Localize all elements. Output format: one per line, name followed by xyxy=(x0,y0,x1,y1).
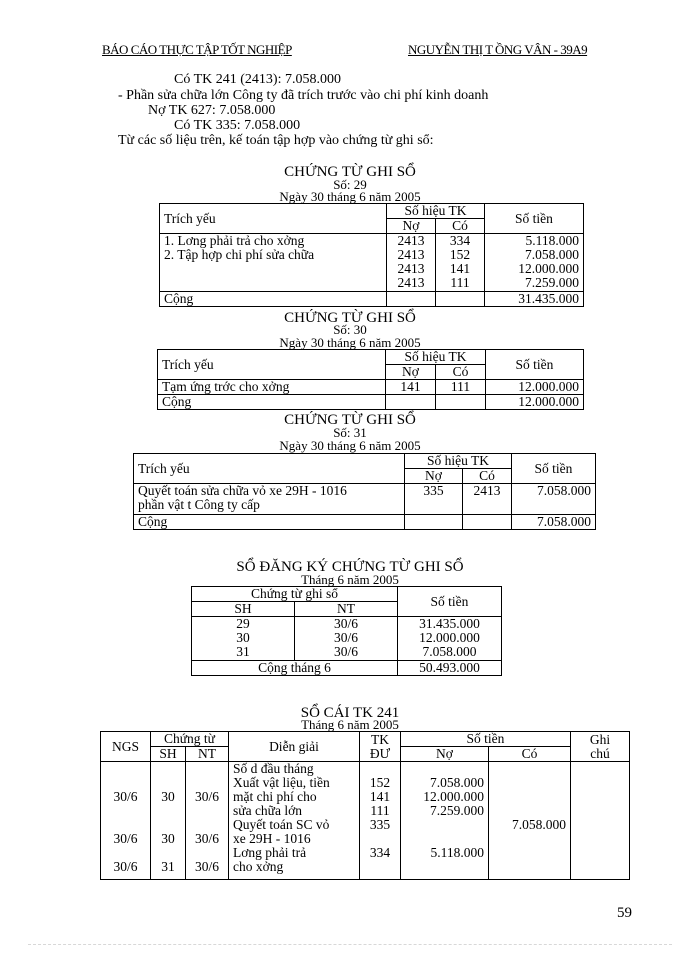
col-header-no: Nợ xyxy=(387,219,436,234)
voucher-31-date: Ngày 30 tháng 6 năm 2005 xyxy=(279,438,421,453)
voucher-29-number: Số: 29 xyxy=(333,177,367,192)
col-header-co: Có xyxy=(436,365,486,380)
ngs-value: 30/6 xyxy=(113,789,138,804)
description-line: xe 29H - 1016 xyxy=(233,831,311,846)
col-header-so-hieu: Số hiệu TK xyxy=(386,350,486,365)
sh-cell xyxy=(192,617,295,661)
tk-value: 334 xyxy=(369,845,391,860)
amount-value: 7.058.000 xyxy=(525,247,579,262)
nt-cell xyxy=(295,617,398,661)
sh-value: 31 xyxy=(161,859,175,874)
col-header-tk-du xyxy=(360,732,401,762)
register-period: Tháng 6 năm 2005 xyxy=(301,572,399,587)
intro-line: Nợ TK 627: 7.058.000 xyxy=(148,103,276,118)
description-line: Quyết toán SC vỏ xyxy=(233,817,330,832)
col-header-nt: NT xyxy=(295,602,398,617)
col-header-ghi-chu xyxy=(571,732,630,762)
table-row xyxy=(158,380,584,395)
no-value: 2413 xyxy=(397,275,425,290)
ghi-label: Ghi xyxy=(589,731,611,747)
co-value: 111 xyxy=(450,275,470,290)
description-line: sửa chữa lớn xyxy=(233,803,303,818)
voucher-30-date: Ngày 30 tháng 6 năm 2005 xyxy=(279,335,421,350)
amount-value: 5.118.000 xyxy=(525,233,579,248)
total-amount: 7.058.000 xyxy=(512,515,596,530)
nt-cell xyxy=(186,762,229,880)
register-title: SỔ ĐĂNG KÝ CHỨNG TỪ GHI SỔ xyxy=(236,559,464,575)
no-amount-cell xyxy=(401,762,489,880)
total-row xyxy=(160,292,584,307)
no-value: 2413 xyxy=(397,261,425,276)
ngs-cell xyxy=(101,762,151,880)
voucher-30-number: Số: 30 xyxy=(333,322,367,337)
nt-value: 30/6 xyxy=(333,616,358,631)
col-header-dien-giai: Diễn giải xyxy=(229,732,360,762)
row-description: Tạm ứng trớc cho xởng xyxy=(158,380,386,395)
description-line: Xuất vật liệu, tiền xyxy=(233,775,330,790)
description-cell xyxy=(229,762,360,880)
co-amount-cell xyxy=(489,762,571,880)
col-header-no: Nợ xyxy=(401,747,489,762)
du-label: ĐƯ xyxy=(369,745,391,761)
col-header-co: Có xyxy=(436,219,485,234)
row-description xyxy=(134,484,405,515)
col-header-trich-yeu: Trích yếu xyxy=(160,204,387,234)
ledger-title: SỔ CÁI TK 241 xyxy=(300,705,400,721)
table-row xyxy=(160,234,584,292)
total-amount: 50.493.000 xyxy=(398,661,502,676)
voucher-29-date: Ngày 30 tháng 6 năm 2005 xyxy=(279,189,421,204)
description-line: 2. Tập hợp chi phí sửa chữa xyxy=(164,247,315,262)
page-number: 59 xyxy=(617,905,632,921)
no-value: 2413 xyxy=(397,247,425,262)
total-row xyxy=(158,395,584,410)
sh-value: 30 xyxy=(161,789,175,804)
amount-value: 12.000.000 xyxy=(486,380,584,395)
no-value: 335 xyxy=(405,484,463,515)
description-line: 1. Lơng phải trả cho xởng xyxy=(164,233,305,248)
report-header-left: BÁO CÁO THỰC TẬP TỐT NGHIỆP xyxy=(102,42,292,57)
table-row xyxy=(192,617,502,661)
col-header-trich-yeu: Trích yếu xyxy=(158,350,386,380)
col-header-ngs: NGS xyxy=(101,732,151,762)
voucher-29-table xyxy=(159,203,584,307)
col-header-chung-tu: Chứng từ xyxy=(151,732,229,747)
no-value: 2413 xyxy=(397,233,425,248)
voucher-30-title: CHỨNG TỪ GHI SỔ xyxy=(284,310,416,326)
description-line: Lơng phải trả xyxy=(233,845,307,860)
nt-value: 30/6 xyxy=(194,831,219,846)
sh-value: 30 xyxy=(236,630,250,645)
no-amount: 12.000.000 xyxy=(423,789,484,804)
amount-cell xyxy=(485,234,584,292)
co-value: 111 xyxy=(436,380,486,395)
col-header-sh: SH xyxy=(192,602,295,617)
nt-value: 30/6 xyxy=(333,630,358,645)
ledger-period: Tháng 6 năm 2005 xyxy=(301,717,399,732)
col-header-trich-yeu: Trích yếu xyxy=(134,454,405,484)
co-amount: 7.058.000 xyxy=(512,817,566,832)
total-label: Cộng xyxy=(160,292,387,307)
voucher-31-table xyxy=(133,453,596,530)
amount-cell xyxy=(398,617,502,661)
table-row xyxy=(101,762,630,880)
sh-cell xyxy=(151,762,186,880)
col-header-so-hieu: Số hiệu TK xyxy=(387,204,485,219)
col-header-sh: SH xyxy=(151,747,186,762)
description-line: cho xởng xyxy=(233,859,284,874)
col-header-chung-tu: Chứng từ ghi sổ xyxy=(192,587,398,602)
col-header-no: Nợ xyxy=(386,365,436,380)
nt-value: 30/6 xyxy=(194,859,219,874)
voucher-29-title: CHỨNG TỪ GHI SỔ xyxy=(284,164,416,180)
chu-label: chú xyxy=(590,745,610,761)
total-amount: 12.000.000 xyxy=(486,395,584,410)
nt-value: 30/6 xyxy=(194,789,219,804)
amount-value: 7.058.000 xyxy=(512,484,596,515)
ledger-table xyxy=(100,731,630,880)
amount-value: 31.435.000 xyxy=(419,616,480,631)
intro-line: Từ các số liệu trên, kế toán tập hợp vào chứng từ ghi sổ: xyxy=(118,133,434,148)
total-amount: 31.435.000 xyxy=(485,292,584,307)
intro-line: Có TK 335: 7.058.000 xyxy=(174,118,301,133)
amount-value: 12.000.000 xyxy=(419,630,480,645)
col-header-so-tien: Số tiền xyxy=(512,454,596,484)
co-value: 2413 xyxy=(463,484,512,515)
voucher-31-number: Số: 31 xyxy=(333,425,367,440)
co-cell xyxy=(436,234,485,292)
intro-line: Có TK 241 (2413): 7.058.000 xyxy=(174,72,341,87)
register-table xyxy=(191,586,502,676)
intro-line: - Phần sửa chữa lớn Công ty đã trích trước vào chi phí kinh doanh xyxy=(118,88,489,103)
tk-value: 111 xyxy=(370,803,390,818)
col-header-so-tien: Số tiền xyxy=(398,587,502,617)
voucher-31-title: CHỨNG TỪ GHI SỔ xyxy=(284,412,416,428)
tk-value: 141 xyxy=(369,789,391,804)
sh-value: 29 xyxy=(236,616,250,631)
no-value: 141 xyxy=(386,380,436,395)
no-amount: 5.118.000 xyxy=(430,845,484,860)
description-line: mặt chi phí cho xyxy=(233,789,317,804)
description-line: Quyết toán sửa chữa vỏ xe 29H - 1016 xyxy=(138,483,347,498)
opening-balance-label: Số d đầu tháng xyxy=(233,761,314,776)
amount-value: 7.058.000 xyxy=(422,644,477,659)
co-value: 141 xyxy=(449,261,471,276)
tk-value: 152 xyxy=(369,775,391,790)
total-row xyxy=(134,515,596,530)
total-row xyxy=(192,661,502,676)
col-header-no: Nợ xyxy=(405,469,463,484)
col-header-so-tien: Số tiền xyxy=(485,204,584,234)
col-header-so-hieu: Số hiệu TK xyxy=(405,454,512,469)
amount-value: 7.259.000 xyxy=(525,275,579,290)
voucher-29-description xyxy=(160,234,387,292)
note-cell xyxy=(571,762,630,880)
voucher-30-table xyxy=(157,349,584,410)
amount-value: 12.000.000 xyxy=(518,261,579,276)
page-bottom-rule xyxy=(28,944,672,945)
table-row xyxy=(134,484,596,515)
col-header-co: Có xyxy=(489,747,571,762)
tk-label: TK xyxy=(371,731,389,747)
col-header-nt: NT xyxy=(186,747,229,762)
total-label: Cộng xyxy=(134,515,405,530)
co-value: 152 xyxy=(449,247,471,262)
sh-value: 30 xyxy=(161,831,175,846)
no-amount: 7.058.000 xyxy=(430,775,484,790)
nt-value: 30/6 xyxy=(333,644,358,659)
co-value: 334 xyxy=(449,233,471,248)
total-label: Cộng xyxy=(158,395,386,410)
no-cell xyxy=(387,234,436,292)
tk-value: 335 xyxy=(369,817,391,832)
tk-du-cell xyxy=(360,762,401,880)
sh-value: 31 xyxy=(236,644,250,659)
col-header-co: Có xyxy=(463,469,512,484)
ngs-value: 30/6 xyxy=(113,859,138,874)
no-amount: 7.259.000 xyxy=(430,803,484,818)
total-label: Cộng tháng 6 xyxy=(192,661,398,676)
description-line: phần vật t Công ty cấp xyxy=(138,497,260,512)
col-header-so-tien: Số tiền xyxy=(401,732,571,747)
col-header-so-tien: Số tiền xyxy=(486,350,584,380)
report-header-right: NGUYỄN THỊ T ỒNG VÂN - 39A9 xyxy=(408,42,588,57)
ngs-value: 30/6 xyxy=(113,831,138,846)
